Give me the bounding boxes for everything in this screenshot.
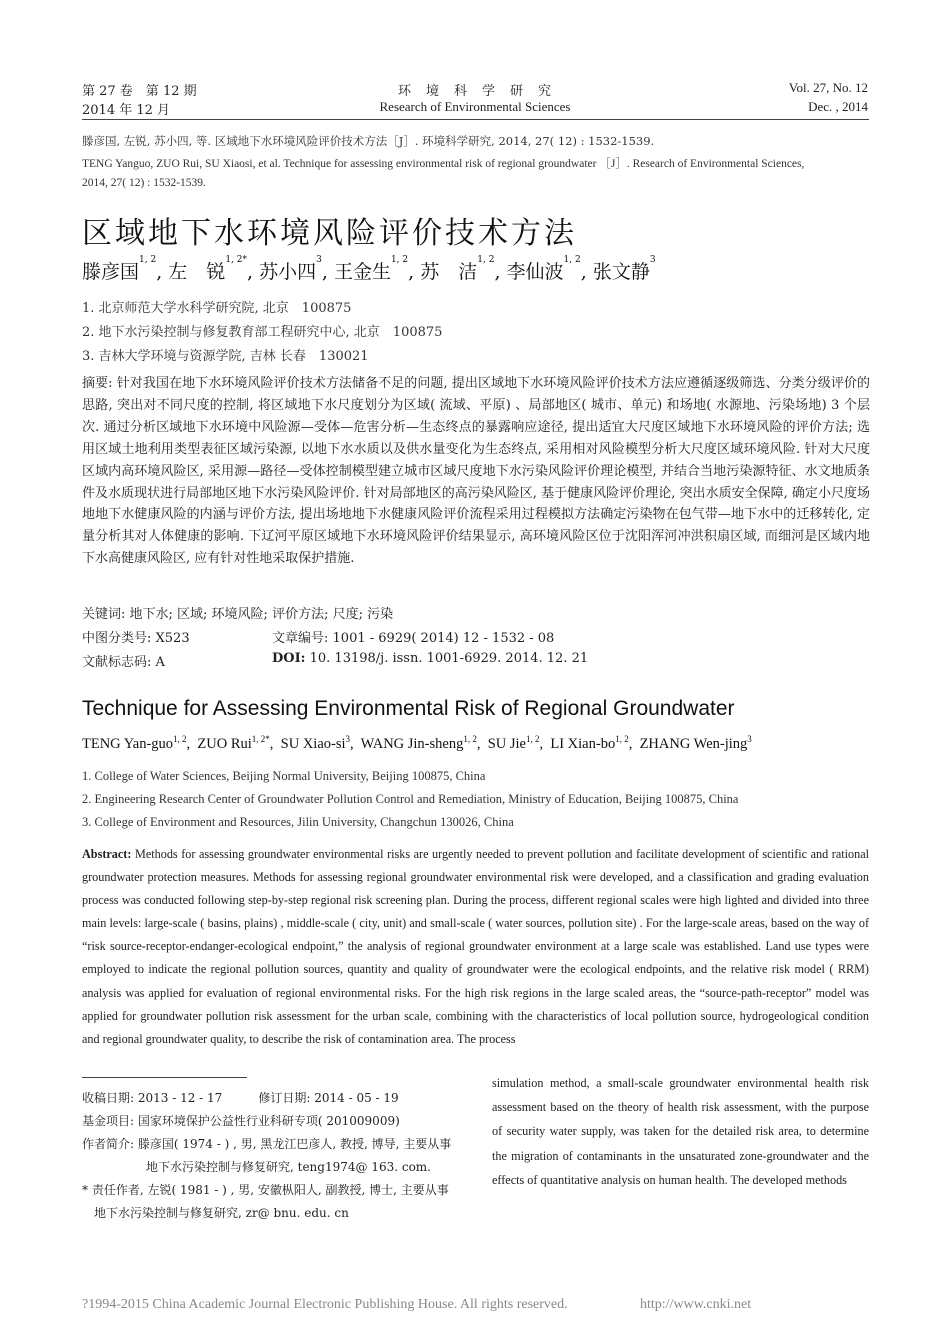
article-no-row <box>272 627 554 646</box>
clc-value: X523 <box>155 631 190 646</box>
clc-label: 中图分类号: <box>82 631 152 646</box>
abstract-en-continued: simulation method, a small-scale groundwater environmental health risk assessment based on the theory of health risk assessment, with the purpose of security water supply, was taken for the detailed risk area, to determine the migration of contaminants in the unsaturated zone-groundwater and the effects of quantitative analysis on human health. The developed methods <box>492 1076 869 1187</box>
doc-code-label: 文献标志码: <box>82 655 152 670</box>
affiliation-cn: 3. 吉林大学环境与资源学院, 吉林 长春 130021 <box>82 349 369 364</box>
abstract-cn <box>82 373 870 570</box>
author-bio-row2: 地下水污染控制与修复研究, teng1974@ 163. com. <box>146 1160 431 1174</box>
author-cn: 张文静 <box>592 261 650 283</box>
header-rule <box>82 119 869 120</box>
article-no-label: 文章编号: <box>272 631 329 646</box>
authors-en: TENG Yan-guo$^{1, 2}$, ZUO Rui$^{1, 2*}$, SU Xiao-$si^3$, WANG Jin-sheng$^{1, 2}$, SU Jie$^{1, 2}$, LI Xian-bo$^{1, 2}$, ZHANG Wen-jing$^3$ <box>82 734 752 752</box>
doi-label: DOI: <box>272 651 306 666</box>
abstract-cn-body: 针对我国在地下水环境风险评价技术方法储备不足的问题, 提出区域地下水环境风险评价技术方法应遵循逐级筛选、分类分级评价的思路, 突出对不同尺度的控制, 将区域地下水尺度划分为区域( 流域、平原) 、局部地区( 城市、单元) 和场地( 水源地、污染场地) 3 个层次. 通过分析区域地下水环境中风险源—受体—危害分析—生态终点的暴露响应途径, 提出适宜大尺度区域地下水环境风险的评价方法; 选用区域土地利用类型表征区域污染源, 以地下水水质以及供水量变化为生态终点, 采用相对风险模型分析大尺度区域环境风险. 针对大尺度区域内高环境风险区, 采用源—路径—受体控制模型建立城市区域尺度地下水污染风险评价理论模型, 并结合当地污染源特征、水文地质条件及水质现状进行局部地区地下水污染风险评价. 针对局部地区的高污染风险区, 基于健康风险评价理论, 突出水质安全保障, 确定小尺度场地地下水健康风险的内涵与评价方法, 提出场地地下水健康风险评价流程采用过程模拟方法确定污染物在包气带—地下水中的迁移转化, 定量分析其对人体健康的影响. 下辽河平原区域地下水环境风险评价结果显示, 高环境风险区位于沈阳浑河冲洪积扇区域, 而细河是区域内地下水高健康风险区, 应有针对性地采取保护措施. <box>82 376 870 567</box>
journal-name-en: Research of Environmental Sciences <box>379 99 571 114</box>
author-en: WANG Jin-sheng <box>360 736 464 752</box>
abstract-en <box>82 843 869 1051</box>
footnotes <box>82 1087 472 1225</box>
author-cn: 左 锐 <box>168 261 226 283</box>
keywords-label: 关键词: <box>82 607 126 622</box>
affiliation-en: 3. College of Environment and Resources, Jilin University, Changchun 130026, China <box>82 815 514 829</box>
doi-value: 10. 13198/j. issn. 1001-6929. 2014. 12. 21 <box>309 651 589 666</box>
doi-row <box>272 651 588 666</box>
doc-code-value: A <box>155 655 165 670</box>
abstract-cn-label: 摘要: <box>82 376 113 391</box>
volume-issue-en: Vol. 27, No. 12 <box>788 80 868 95</box>
footer-url[interactable]: http://www.cnki.net <box>640 1297 752 1312</box>
abstract-en-body: Methods for assessing groundwater environmental risks are urgently needed to prevent pollution and facilitate development of scientific and rational groundwater protection measures. Methods for assessing regional groundwater environmental risk were developed, and a classification and grading evaluation process was conducted following step-by-step regional risk screening plan. During the process, different regional scales were high lighted and divided into three main levels: large-scale ( basins, plains) , middle-scale ( city, unit) and small-scale ( water sources, pollution site) . For the large-scale areas, based on the way of “risk source-receptor-endanger-ecological endpoint,” the analysis of regional groundwater environment at a large scale was established. Land use types were employed to indicate the regional pollution sources, quantity and quality of groundwater were the ecological endpoints, and the relative risk model ( RRM) analysis was applied for evaluation of regional environmental risks. For the high risk regions in the large scaled areas, the “source-path-receptor” model was applied for groundwater pollution risk assessment for the urban scale, combining with the characteristics of local pollution source, hydrogeological condition and regional groundwater quality, to describe the risk of contamination area. The process <box>82 847 870 1046</box>
date-cn: 2014 年 12 月 <box>82 103 171 118</box>
author-en: SU Jie <box>487 736 526 752</box>
authors-cn: 滕彦国$^{1, 2}$, 左 锐$^{1, 2*}$, 苏小四$^3$, 王金生$^{1, 2}$, 苏 洁$^{1, 2}$, 李仙波$^{1, 2}$, 张文静$^3$ <box>82 255 656 283</box>
affiliation-en: 2. Engineering Research Center of Groundwater Pollution Control and Remediation, Ministry of Education, Beijing 100875, China <box>82 792 739 806</box>
author-cn: 苏 洁 <box>420 261 478 283</box>
author-cn: 李仙波 <box>506 261 564 283</box>
copyright: ?1994-2015 China Academic Journal Electronic Publishing House. All rights reserved. <box>82 1297 568 1312</box>
corresponding-author-row: * 责任作者, 左锐( 1981 - ) , 男, 安徽枞阳人, 副教授, 博士, 主要从事 <box>82 1183 449 1197</box>
author-cn: 王金生 <box>333 261 391 283</box>
clc-row <box>82 627 190 646</box>
author-en: TENG Yan-guo <box>82 736 174 752</box>
citation-en-line1: TENG Yanguo, ZUO Rui, SU Xiaosi, et al. Technique for assessing environmental risk of regional groundwater ［J］. Research of Environmental Sciences, <box>82 158 805 170</box>
date-en: Dec. , 2014 <box>808 99 868 114</box>
corresponding-author-row2: 地下水污染控制与修复研究, zr@ bnu. edu. cn <box>94 1206 349 1220</box>
volume-issue-cn: 第 27 卷 第 12 期 <box>82 84 197 99</box>
citation-cn: 滕彦国, 左锐, 苏小四, 等. 区域地下水环境风险评价技术方法［J］. 环境科学研究, 2014, 27( 12) : 1532-1539. <box>82 134 655 148</box>
affiliation-en: 1. College of Water Sciences, Beijing Normal University, Beijing 100875, China <box>82 769 486 783</box>
title-en: Technique for Assessing Environmental Risk of Regional Groundwater <box>82 697 735 720</box>
received-row: 收稿日期: 2013 - 12 - 17 修订日期: 2014 - 05 - 19 <box>82 1091 399 1105</box>
abstract-en-label: Abstract: <box>82 847 132 861</box>
article-no-value: 1001 - 6929( 2014) 12 - 1532 - 08 <box>332 631 555 646</box>
doc-code-row <box>82 651 165 670</box>
citation-en-line2: 2014, 27( 12) : 1532-1539. <box>82 177 206 189</box>
author-cn: 苏小四 <box>259 261 317 283</box>
fund-row: 基金项目: 国家环境保护公益性行业科研专项( 201009009) <box>82 1114 400 1128</box>
footnote-rule <box>82 1077 247 1078</box>
journal-name-cn: 环 境 科 学 研 究 <box>397 84 552 99</box>
author-en: SU Xiao-si <box>280 736 346 752</box>
author-en: ZUO Rui <box>197 736 252 752</box>
author-en: ZHANG Wen-jing <box>639 736 748 752</box>
keywords: 地下水; 区域; 环境风险; 评价方法; 尺度; 污染 <box>129 607 394 622</box>
title-cn: 区域地下水环境风险评价技术方法 <box>82 216 577 251</box>
affiliation-cn: 1. 北京师范大学水科学研究院, 北京 100875 <box>82 301 352 316</box>
affiliation-cn: 2. 地下水污染控制与修复教育部工程研究中心, 北京 100875 <box>82 325 443 340</box>
author-cn: 滕彦国 <box>82 261 140 283</box>
author-bio-row: 作者简介: 滕彦国( 1974 - ) , 男, 黑龙江巴彦人, 教授, 博导, 主要从事 <box>82 1137 452 1151</box>
keywords-row <box>82 603 393 622</box>
author-en: LI Xian-bo <box>550 736 616 752</box>
